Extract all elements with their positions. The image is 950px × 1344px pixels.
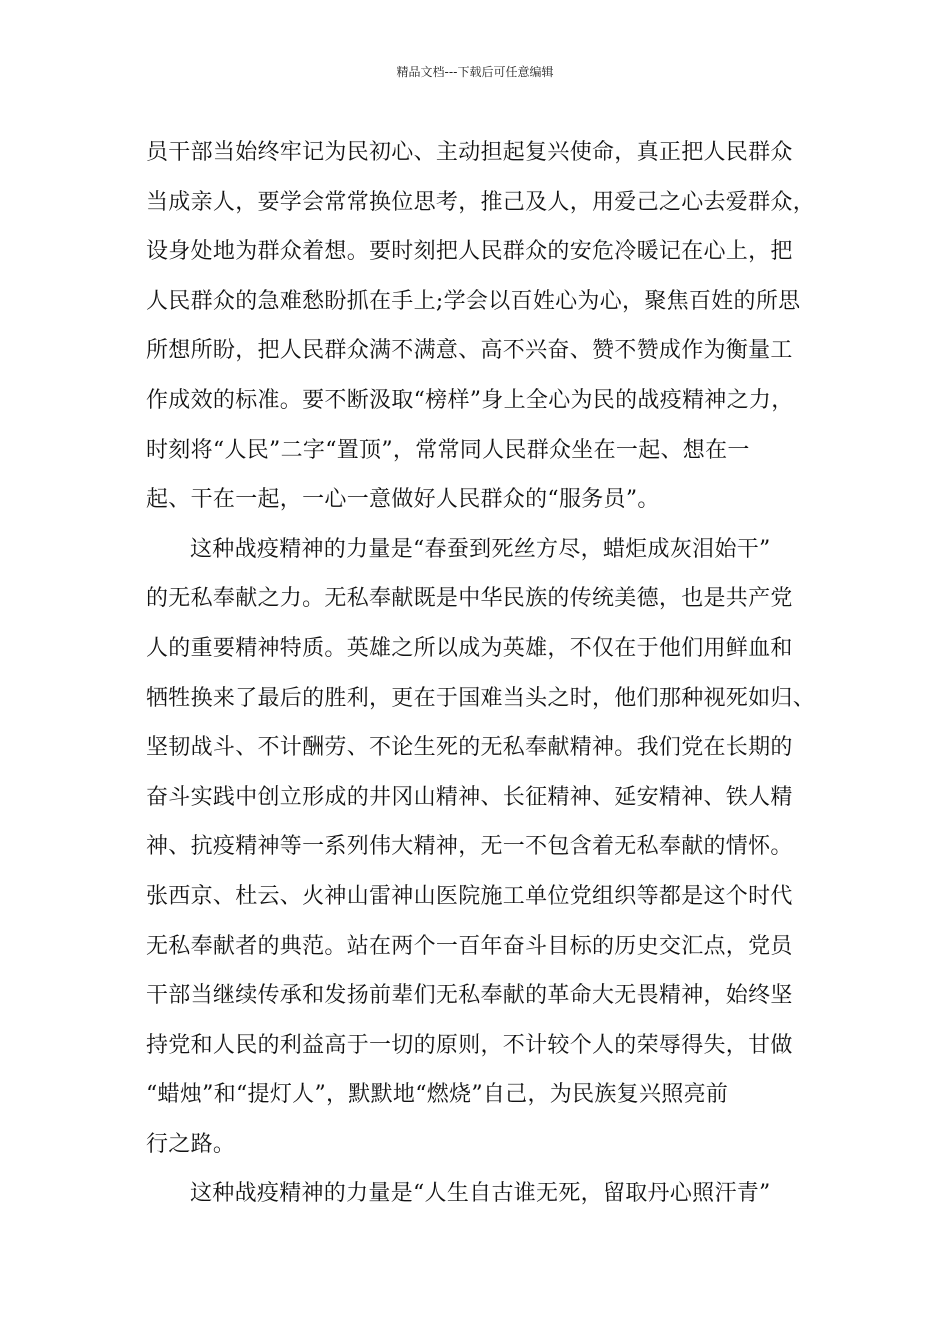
text-line: 无私奉献者的典范。站在两个一百年奋斗目标的历史交汇点，党员	[146, 933, 793, 959]
text-line: 行之路。	[146, 1131, 236, 1157]
text-line: 员干部当始终牢记为民初心、主动担起复兴使命，真正把人民群众	[146, 140, 793, 165]
document-body	[146, 128, 826, 1219]
text-line: 起、干在一起，一心一意做好人民群众的“服务员”。	[146, 487, 660, 513]
text-line: 设身处地为群众着想。要时刻把人民群众的安危冷暖记在心上，把	[146, 239, 793, 265]
text-line: 人民群众的急难愁盼抓在手上;学会以百姓心为心，聚焦百姓的所思	[146, 288, 801, 314]
text-line: 坚韧战斗、不计酬劳、不论生死的无私奉献精神。我们党在长期的	[146, 735, 793, 761]
text-line: 所想所盼，把人民群众满不满意、高不兴奋、赞不赞成作为衡量工	[146, 338, 793, 364]
text-line: 人的重要精神特质。英雄之所以成为英雄，不仅在于他们用鲜血和	[146, 635, 793, 661]
page-header: 精品文档---下载后可任意编辑	[396, 65, 554, 79]
text-line: 的无私奉献之力。无私奉献既是中华民族的传统美德，也是共产党	[146, 586, 793, 612]
text-line: “蜡烛”和“提灯人”，默默地“燃烧”自己，为民族复兴照亮前	[146, 1082, 729, 1108]
paragraph-first-line: 这种战疫精神的力量是“人生自古谁无死，留取丹心照汗青”	[190, 1181, 771, 1207]
text-line: 持党和人民的利益高于一切的原则，不计较个人的荣辱得失，甘做	[146, 1032, 793, 1058]
text-line: 当成亲人，要学会常常换位思考，推己及人，用爱己之心去爱群众，	[146, 189, 816, 215]
text-line: 张西京、杜云、火神山雷神山医院施工单位党组织等都是这个时代	[146, 883, 793, 909]
text-line: 作成效的标准。要不断汲取“榜样”身上全心为民的战疫精神之力，	[146, 387, 794, 413]
text-line: 牺牲换来了最后的胜利，更在于国难当头之时，他们那种视死如归、	[146, 685, 816, 711]
text-line: 奋斗实践中创立形成的井冈山精神、长征精神、延安精神、铁人精	[146, 784, 793, 810]
text-line: 神、抗疫精神等一系列伟大精神，无一不包含着无私奉献的情怀。	[146, 834, 793, 860]
text-line: 时刻将“人民”二字“置顶”，常常同人民群众坐在一起、想在一	[146, 437, 750, 463]
text-line: 干部当继续传承和发扬前辈们无私奉献的革命大无畏精神，始终坚	[146, 983, 793, 1009]
paragraph-first-line: 这种战疫精神的力量是“春蚕到死丝方尽，蜡炬成灰泪始干”	[190, 536, 771, 562]
